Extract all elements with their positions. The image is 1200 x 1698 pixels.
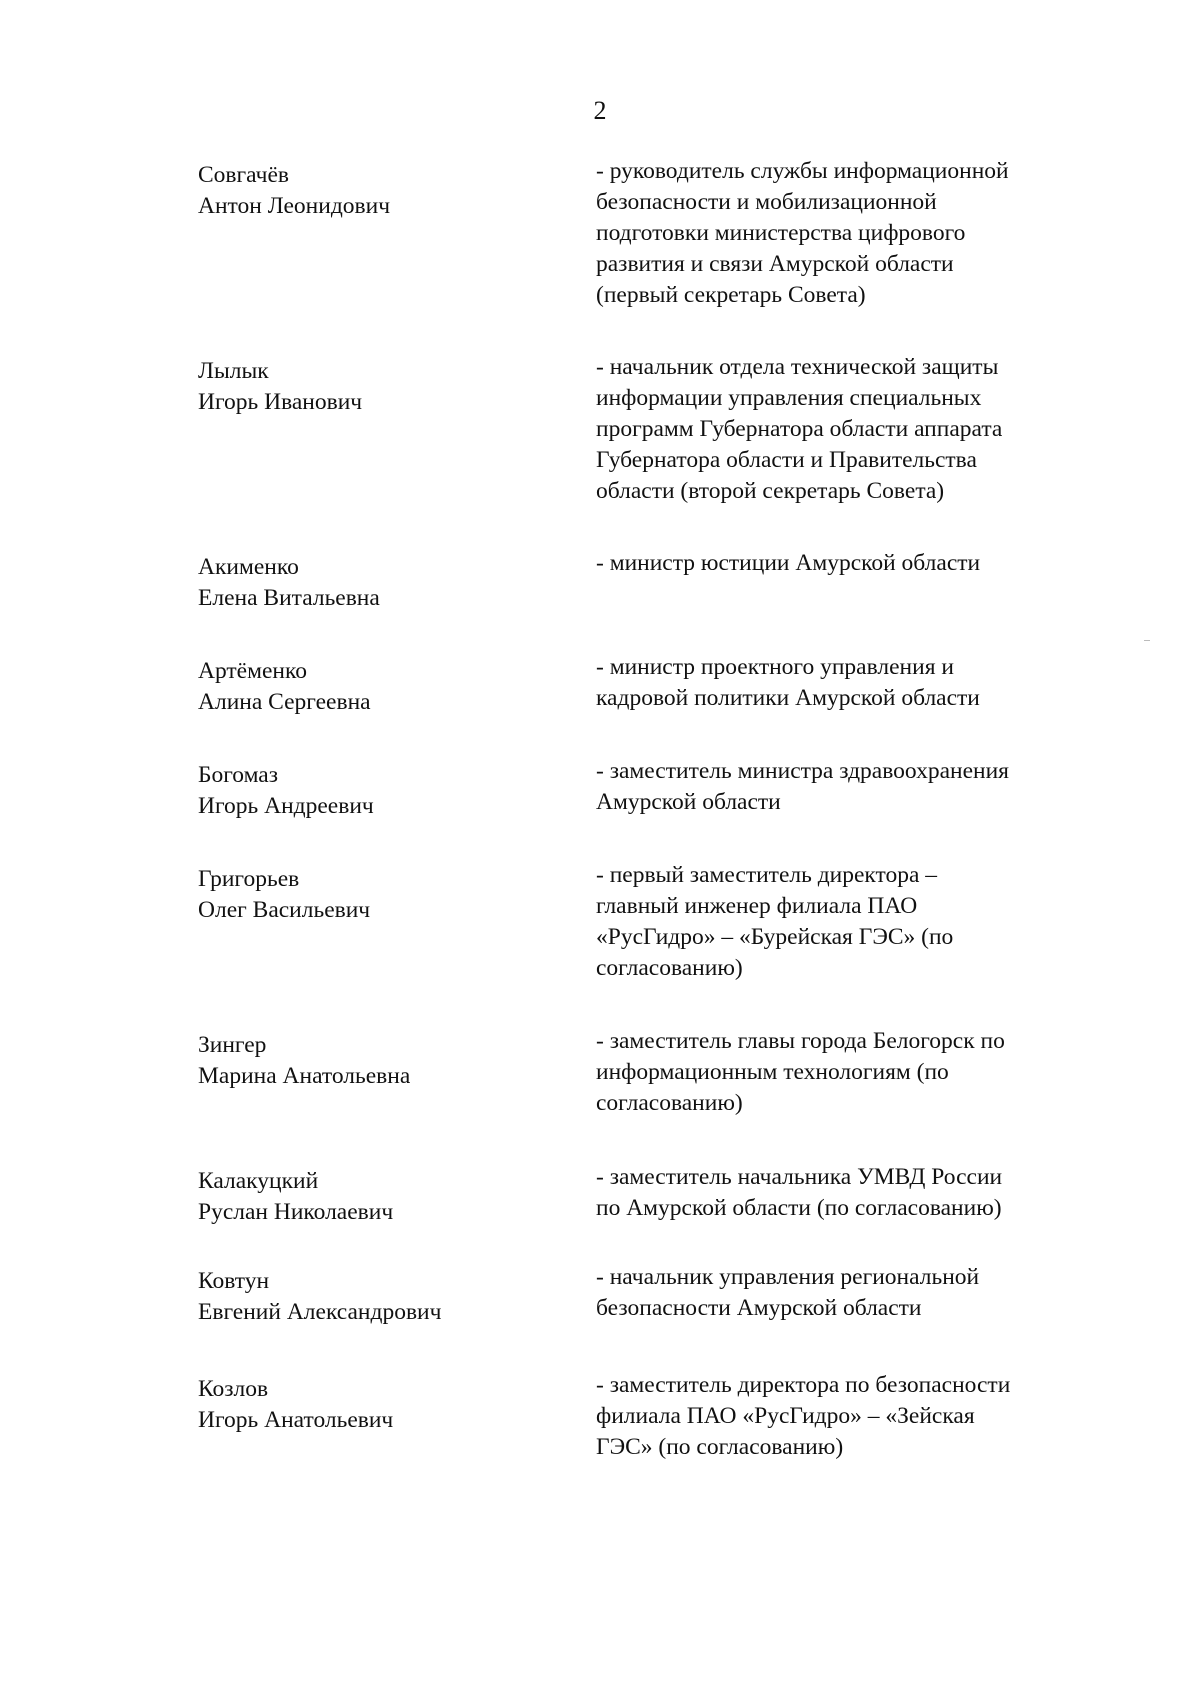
- member-role: - первый заместитель директора – главный инженер филиала ПАО «РусГидро» – «Бурейская ГЭС» (по согласованию): [596, 862, 954, 981]
- member-role: - руководитель службы информационной безопасности и мобилизационной подготовки министерства цифрового развития и связи Амурской области (первый секретарь Совета): [596, 158, 1009, 308]
- member-name: Калакуцкий Руслан Николаевич: [198, 1168, 394, 1225]
- member-name: Акименко Елена Витальевна: [198, 554, 380, 611]
- member-role: - заместитель директора по безопасности филиала ПАО «РусГидро» – «Зейская ГЭС» (по согласованию): [596, 1372, 1011, 1460]
- member-role: - министр проектного управления и кадровой политики Амурской области: [596, 654, 980, 711]
- member-name: Ковтун Евгений Александрович: [198, 1268, 442, 1325]
- scan-artifact: [1144, 640, 1150, 641]
- member-name: Артёменко Алина Сергеевна: [198, 658, 371, 715]
- member-role: - заместитель главы города Белогорск по информационным технологиям (по согласованию): [596, 1028, 1005, 1116]
- member-name: Григорьев Олег Васильевич: [198, 866, 371, 923]
- member-name: Лылык Игорь Иванович: [198, 358, 363, 415]
- member-role: - начальник отдела технической защиты информации управления специальных программ Губернатора области аппарата Губернатора области и Правительства области (второй секретарь Совета): [596, 354, 1003, 504]
- member-name: Совгачёв Антон Леонидович: [198, 162, 391, 219]
- member-role: - заместитель начальника УМВД России по Амурской области (по согласованию): [596, 1164, 1003, 1221]
- member-role: - министр юстиции Амурской области: [596, 550, 981, 576]
- member-name: Козлов Игорь Анатольевич: [198, 1376, 394, 1433]
- member-name: Зингер Марина Анатольевна: [198, 1032, 411, 1089]
- member-name: Богомаз Игорь Андреевич: [198, 762, 374, 819]
- page-number: 2: [593, 96, 607, 125]
- member-role: - заместитель министра здравоохранения Амурской области: [596, 758, 1009, 815]
- member-role: - начальник управления региональной безопасности Амурской области: [596, 1264, 980, 1321]
